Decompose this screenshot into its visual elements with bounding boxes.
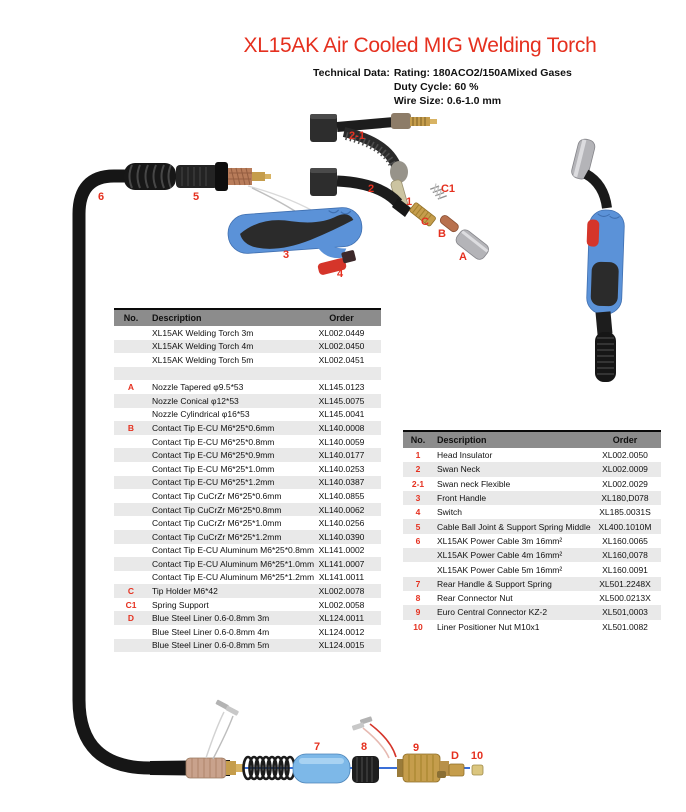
cell-no: 6 — [415, 535, 421, 546]
cell-order: XL500.0213X — [599, 593, 651, 604]
cell-no — [114, 544, 148, 558]
cell-desc: Contact Tip E-CU Aluminum M6*25*1.0mm — [152, 558, 315, 569]
cell-no — [114, 571, 148, 585]
table-row — [114, 353, 381, 367]
cell-order: XL140.0390 — [318, 531, 365, 542]
part-label-2: 2 — [367, 183, 375, 195]
rear-assembly-drawing — [186, 699, 483, 783]
table-row — [403, 577, 661, 591]
cell-order: XL140.0008 — [318, 422, 365, 433]
cell-desc: XL15AK Welding Torch 3m — [152, 327, 254, 338]
cell-order: XL160.0065 — [602, 535, 648, 546]
cell-no: 5 — [415, 521, 421, 532]
cell-order: XL124.0012 — [318, 626, 365, 637]
table-row — [114, 571, 381, 585]
part-label-7: 7 — [313, 741, 321, 753]
table-row — [403, 591, 661, 605]
swan-neck-flexible-drawing — [310, 113, 437, 212]
part-label-2-1: 2-1 — [349, 130, 365, 142]
cell-desc — [148, 367, 302, 381]
liner-end-drawing — [449, 764, 464, 776]
cell-order: XL002.0058 — [318, 599, 365, 610]
cell-order: XL141.0011 — [318, 572, 365, 583]
part-label-8: 8 — [360, 741, 368, 753]
cell-desc: Contact Tip E-CU M6*25*0.6mm — [152, 422, 275, 433]
part-label-10: 10 — [470, 750, 484, 762]
table-row — [403, 548, 661, 562]
cell-no — [114, 353, 148, 367]
cell-desc: Nozzle Conical φ12*53 — [152, 395, 239, 406]
col-header-order: Order — [589, 431, 661, 448]
cell-no — [403, 562, 433, 576]
table-row — [114, 326, 381, 340]
cell-desc: Cable Ball Joint & Support Spring Middle — [437, 521, 591, 532]
table-row — [114, 340, 381, 354]
table-row — [114, 598, 381, 612]
part-label-A: A — [459, 251, 467, 263]
cell-desc: Swan neck Flexible — [437, 478, 511, 489]
cell-no — [114, 476, 148, 490]
part-label-9: 9 — [412, 742, 420, 754]
technical-data-duty-cycle: Duty Cycle: 60 % — [393, 81, 479, 93]
cell-order: XL501,0003 — [602, 607, 648, 618]
page-title: XL15AK Air Cooled MIG Welding Torch — [243, 34, 597, 57]
cell-order: XL160,0078 — [602, 550, 648, 561]
table-row — [114, 435, 381, 449]
cell-desc: XL15AK Power Cable 4m 16mm² — [437, 550, 563, 561]
table-row — [403, 505, 661, 519]
technical-data-rating: Rating: 180ACO2/150AMixed Gases — [393, 67, 572, 79]
table-row — [114, 489, 381, 503]
technical-data-label: Technical Data: — [313, 67, 390, 79]
table-header — [114, 309, 381, 326]
cell-order: XL124.0015 — [318, 640, 365, 651]
table-row — [114, 394, 381, 408]
cell-order: XL501.0082 — [602, 621, 648, 632]
torch-parts-table — [403, 430, 657, 634]
table-header — [403, 431, 661, 448]
table-row — [403, 448, 661, 462]
cell-desc: XL15AK Power Cable 3m 16mm² — [437, 535, 563, 546]
cell-order: XL140.0855 — [318, 490, 365, 501]
cell-desc: Blue Steel Liner 0.6-0.8mm 4m — [152, 626, 270, 637]
cell-order: XL501.2248X — [599, 578, 651, 589]
cell-no — [114, 516, 148, 530]
cell-order: XL145.0041 — [318, 409, 365, 420]
cell-order: XL145.0075 — [318, 395, 365, 406]
cell-no — [114, 503, 148, 517]
cell-no — [114, 530, 148, 544]
cell-no: 9 — [415, 607, 421, 618]
cell-desc: Switch — [437, 507, 463, 518]
table-row — [114, 516, 381, 530]
cell-desc: Contact Tip E-CU M6*25*1.0mm — [152, 463, 275, 474]
cell-no — [114, 408, 148, 422]
cell-order: XL145.0123 — [318, 382, 365, 393]
cell-order: XL002.0078 — [318, 586, 365, 597]
part-label-C: C — [421, 216, 429, 228]
cell-desc: Contact Tip E-CU M6*25*0.9mm — [152, 450, 275, 461]
table-row — [114, 380, 381, 394]
cell-no: C — [127, 586, 135, 597]
cell-desc: XL15AK Welding Torch 5m — [152, 354, 254, 365]
rear-connector-nut-drawing — [352, 756, 379, 783]
col-header-order: Order — [302, 309, 381, 326]
cell-desc: XL15AK Power Cable 5m 16mm² — [437, 564, 563, 575]
part-label-5: 5 — [192, 191, 200, 203]
cell-no — [114, 557, 148, 571]
part-label-3: 3 — [282, 249, 290, 261]
cell-order: XL140.0177 — [318, 450, 365, 461]
cell-desc: Nozzle Tapered φ9.5*53 — [152, 382, 244, 393]
cell-no: 1 — [415, 450, 421, 461]
cell-desc: Head Insulator — [437, 450, 493, 461]
cell-order: XL002.0029 — [602, 478, 648, 489]
technical-data — [313, 66, 572, 108]
table-row — [114, 584, 381, 598]
cell-no: D — [127, 613, 135, 624]
cell-desc: Tip Holder M6*42 — [152, 586, 218, 597]
table-row — [403, 620, 661, 634]
cell-desc: Contact Tip E-CU Aluminum M6*25*1.2mm — [152, 572, 315, 583]
cell-desc: Euro Central Connector KZ-2 — [437, 607, 548, 618]
cell-order: XL400.1010M — [598, 521, 652, 532]
table-row — [403, 491, 661, 505]
nozzle-drawing — [454, 227, 491, 261]
table-row — [114, 367, 381, 381]
part-label-4: 4 — [336, 268, 344, 280]
cell-order: XL141.0007 — [318, 558, 365, 569]
cell-desc: Swan Neck — [437, 464, 480, 475]
table-row — [403, 605, 661, 619]
cell-order: XL002.0451 — [318, 354, 365, 365]
cell-no: 4 — [415, 507, 421, 518]
cell-no — [114, 326, 148, 340]
consumables-table — [114, 308, 377, 652]
liner-positioner-nut-drawing — [472, 765, 483, 775]
col-header-description: Description — [433, 431, 589, 448]
cell-order: XL002.0450 — [318, 341, 365, 352]
cell-order: XL124.0011 — [318, 613, 365, 624]
cell-desc: Liner Positioner Nut M10x1 — [437, 621, 540, 632]
table-row — [403, 534, 661, 548]
contact-tip-drawing — [439, 214, 460, 233]
table-row — [114, 421, 381, 435]
cell-desc: Contact Tip CuCrZr M6*25*1.2mm — [152, 531, 282, 542]
cell-order: XL140.0256 — [318, 518, 365, 529]
part-label-B: B — [438, 228, 446, 240]
cell-no: 7 — [415, 578, 421, 589]
cell-desc: Contact Tip E-CU M6*25*0.8mm — [152, 436, 275, 447]
cell-no — [114, 435, 148, 449]
part-label-6: 6 — [97, 191, 105, 203]
table-row — [114, 530, 381, 544]
cell-desc: Blue Steel Liner 0.6-0.8mm 3m — [152, 613, 270, 624]
cell-order: XL002.0009 — [602, 464, 648, 475]
table-row — [114, 611, 381, 625]
cell-no: A — [127, 382, 135, 393]
cell-no: 2 — [415, 464, 421, 475]
cell-desc: Rear Connector Nut — [437, 593, 513, 604]
cell-order: XL140.0387 — [318, 477, 365, 488]
table-row — [403, 562, 661, 576]
cell-no: 3 — [415, 493, 421, 504]
cell-desc: Contact Tip CuCrZr M6*25*0.8mm — [152, 504, 282, 515]
cell-order: XL002.0449 — [318, 327, 365, 338]
table-row — [403, 519, 661, 533]
cell-desc: Contact Tip E-CU M6*25*1.2mm — [152, 477, 275, 488]
cell-order — [302, 367, 381, 381]
table-row — [114, 625, 381, 639]
tip-holder-drawing — [409, 202, 436, 227]
col-header-description: Description — [148, 309, 302, 326]
cell-no — [114, 340, 148, 354]
table-row — [114, 462, 381, 476]
cell-desc: Blue Steel Liner 0.6-0.8mm 5m — [152, 640, 270, 651]
table-row — [114, 557, 381, 571]
cell-no — [114, 489, 148, 503]
cell-desc: Front Handle — [437, 493, 487, 504]
cell-no — [403, 548, 433, 562]
col-header-no: No. — [403, 431, 433, 448]
euro-connector-drawing — [397, 754, 449, 782]
part-label-C1: C1 — [440, 183, 456, 195]
technical-data-wire-size: Wire Size: 0.6-1.0 mm — [393, 95, 502, 107]
cell-no — [114, 448, 148, 462]
table-row — [403, 462, 661, 476]
cell-no: 10 — [413, 621, 423, 632]
table-row — [114, 448, 381, 462]
cell-order: XL140.0062 — [318, 504, 365, 515]
col-header-no: No. — [114, 309, 148, 326]
front-handle-drawing — [227, 206, 364, 275]
cell-no — [114, 625, 148, 639]
cell-order: XL185.0031S — [599, 507, 651, 518]
cell-order: XL180,D078 — [601, 493, 649, 504]
cell-desc: Spring Support — [152, 599, 209, 610]
cell-no — [114, 394, 148, 408]
table-row — [114, 476, 381, 490]
cell-order: XL002.0050 — [602, 450, 648, 461]
cell-no — [114, 462, 148, 476]
table-row — [403, 477, 661, 491]
cell-no: C1 — [125, 599, 137, 610]
cell-no — [114, 367, 148, 381]
cell-order: XL141.0002 — [318, 545, 365, 556]
cell-no: B — [127, 422, 135, 433]
assembled-torch-drawing — [570, 138, 625, 382]
table-row — [114, 503, 381, 517]
cell-order: XL140.0253 — [318, 463, 365, 474]
cell-desc: Contact Tip CuCrZr M6*25*1.0mm — [152, 518, 282, 529]
cell-desc: Contact Tip CuCrZr M6*25*0.6mm — [152, 490, 282, 501]
table-row — [114, 408, 381, 422]
cell-order: XL160.0091 — [602, 564, 648, 575]
cell-desc: Rear Handle & Support Spring — [437, 578, 552, 589]
cell-order: XL140.0059 — [318, 436, 365, 447]
cell-no — [114, 639, 148, 653]
cell-desc: Contact Tip E-CU Aluminum M6*25*0.8mm — [152, 545, 315, 556]
cell-desc: Nozzle Cylindrical φ16*53 — [152, 409, 250, 420]
part-label-1: 1 — [405, 196, 413, 208]
spring-support-drawing — [428, 183, 448, 202]
cell-desc: XL15AK Welding Torch 4m — [152, 341, 254, 352]
table-row — [114, 639, 381, 653]
part-label-D: D — [451, 750, 459, 762]
table-row — [114, 544, 381, 558]
cell-no: 8 — [415, 593, 421, 604]
cell-no: 2-1 — [411, 478, 425, 489]
